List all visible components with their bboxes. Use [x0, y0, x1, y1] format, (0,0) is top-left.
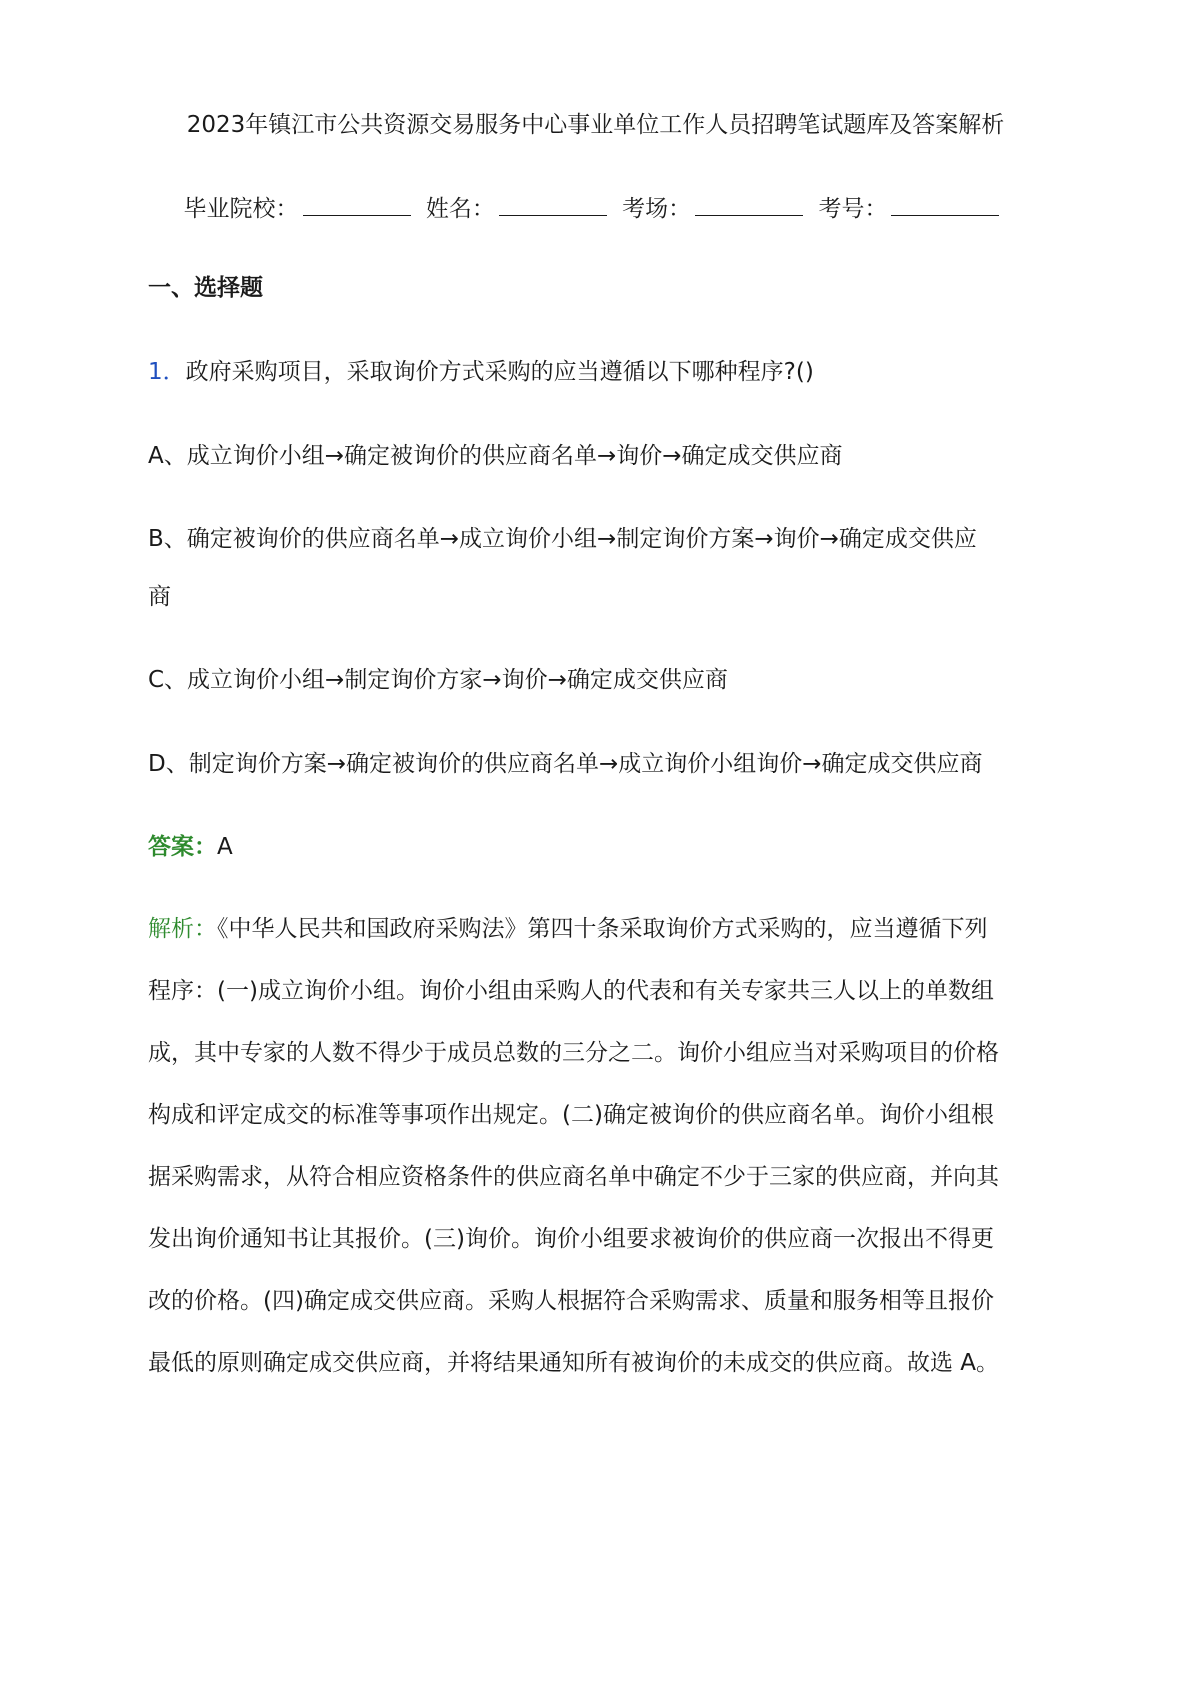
field-label-exam-room: 考场：: [622, 196, 692, 222]
analysis-line: 发出询价通知书让其报价。(三)询价。询价小组要求被询价的供应商一次报出不得更: [148, 1226, 994, 1252]
analysis-line: 据采购需求，从符合相应资格条件的供应商名单中确定不少于三家的供应商，并向其: [148, 1164, 999, 1190]
exam-room-blank: [695, 193, 803, 216]
analysis-line: 解析：《中华人民共和国政府采购法》第四十条采取询价方式采购的，应当遵循下列: [148, 916, 988, 942]
exam-number-blank: [891, 193, 999, 216]
analysis: [148, 898, 1048, 1394]
analysis-line: 程序：(一)成立询价小组。询价小组由采购人的代表和有关专家共三人以上的单数组: [148, 978, 994, 1004]
answer-value: A: [217, 834, 233, 860]
section-heading: 一、选择题: [148, 275, 263, 301]
analysis-label: 解析：: [148, 916, 217, 942]
field-label-school: 毕业院校：: [183, 196, 299, 222]
option-d: D、制定询价方案→确定被询价的供应商名单→成立询价小组询价→确定成交供应商: [148, 751, 983, 777]
answer-label: 答案：: [148, 834, 217, 860]
question-text: 政府采购项目，采取询价方式采购的应当遵循以下哪种程序?(): [185, 359, 814, 385]
answer: [148, 831, 1048, 863]
analysis-line: 构成和评定成交的标准等事项作出规定。(二)确定被询价的供应商名单。询价小组根: [148, 1102, 994, 1128]
question-number: 1．: [148, 359, 186, 385]
option-a: A、成立询价小组→确定被询价的供应商名单→询价→确定成交供应商: [148, 443, 843, 469]
option-b-line-2: 商: [148, 584, 171, 610]
option-b-line-1: B、确定被询价的供应商名单→成立询价小组→制定询价方案→询价→确定成交供应: [148, 526, 977, 552]
candidate-info-fields: [0, 193, 1191, 225]
document-title: 2023年镇江市公共资源交易服务中心事业单位工作人员招聘笔试题库及答案解析: [186, 112, 1005, 138]
question-1: [148, 356, 1048, 388]
field-label-name: 姓名：: [425, 196, 495, 222]
analysis-line: 成，其中专家的人数不得少于成员总数的三分之二。询价小组应当对采购项目的价格: [148, 1040, 999, 1066]
analysis-line: 改的价格。(四)确定成交供应商。采购人根据符合采购需求、质量和服务相等且报价: [148, 1288, 994, 1314]
name-blank: [499, 193, 607, 216]
option-c: C、成立询价小组→制定询价方家→询价→确定成交供应商: [148, 667, 728, 693]
field-label-exam-number: 考号：: [818, 196, 888, 222]
analysis-line: 最低的原则确定成交供应商，并将结果通知所有被询价的未成交的供应商。故选 A。: [148, 1350, 1000, 1376]
school-blank: [303, 193, 411, 216]
